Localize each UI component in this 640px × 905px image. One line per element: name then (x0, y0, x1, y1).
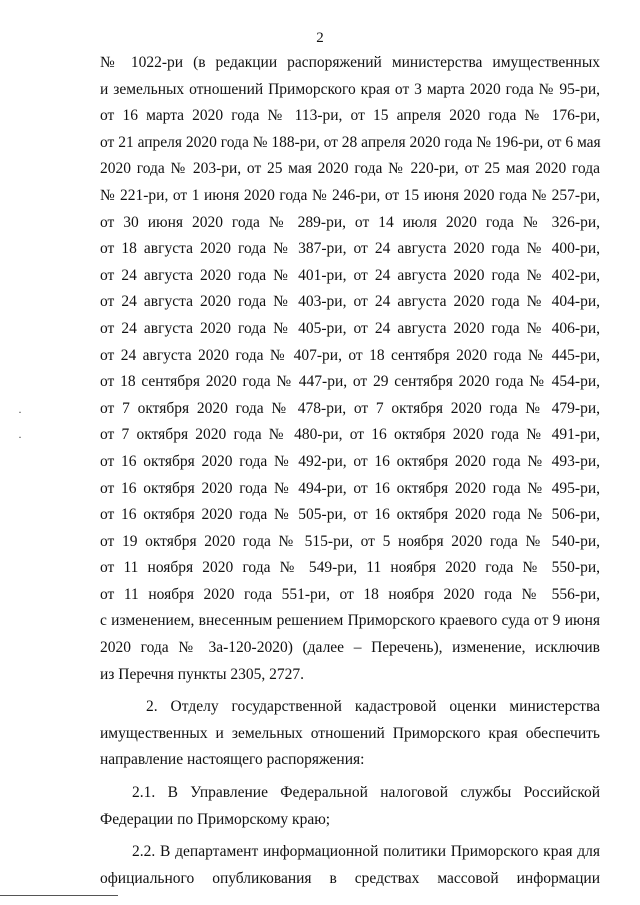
footnote-separator (0, 895, 118, 896)
text-line: от 16 октября 2020 года № 494-ри, от 16 октября 2020 года № 495-ри, (100, 479, 600, 497)
page-number: 2 (316, 30, 324, 46)
paragraph-item-2-1 (100, 780, 600, 833)
text-line: 2020 года № 3а-120-2020) (далее – Перечень), изменение, исключив (100, 639, 600, 657)
text-line: от 11 ноября 2020 года 551-ри, от 18 ноября 2020 года № 556-ри, (100, 585, 600, 603)
text-line: от 16 октября 2020 года № 492-ри, от 16 октября 2020 года № 493-ри, (100, 452, 600, 470)
text-line: от 16 октября 2020 года № 505-ри, от 16 октября 2020 года № 506-ри, (100, 506, 600, 524)
text-line: от 24 августа 2020 года № 405-ри, от 24 августа 2020 года № 406-ри, (100, 319, 600, 337)
text-line: от 24 августа 2020 года № 403-ри, от 24 августа 2020 года № 404-ри, (100, 293, 600, 311)
text-line: № 1022-ри (в редакции распоряжений министерства имущественных (100, 54, 600, 71)
text-line: от 18 сентября 2020 года № 447-ри, от 29 сентября 2020 года № 454-ри, (100, 373, 600, 391)
text-line: 2020 года № 203-ри, от 25 мая 2020 года № 220-ри, от 25 мая 2020 года (100, 160, 600, 178)
text-line: из Перечня пункты 2305, 2727. (100, 665, 305, 683)
margin-mark: · (18, 405, 22, 419)
text-line: от 18 августа 2020 года № 387-ри, от 24 августа 2020 года № 400-ри, (100, 240, 600, 258)
text-line: от 7 октября 2020 года № 478-ри, от 7 октября 2020 года № 479-ри, (100, 399, 600, 417)
text-line: имущественных и земельных отношений Приморского края обеспечить (100, 724, 600, 742)
text-line: 2. Отделу государственной кадастровой оценки министерства (146, 698, 600, 716)
paragraph-item-2 (100, 694, 600, 774)
document-body (100, 50, 600, 892)
text-line: 2.2. В департамент информационной политики Приморского края для (132, 843, 600, 861)
text-line: от 30 июня 2020 года № 289-ри, от 14 июля 2020 года № 326-ри, (100, 213, 600, 231)
text-line: и земельных отношений Приморского края от 3 марта 2020 года № 95-ри, (100, 80, 600, 98)
margin-mark: · (18, 430, 22, 444)
text-line: № 221-ри, от 1 июня 2020 года № 246-ри, от 15 июня 2020 года № 257-ри, (100, 186, 600, 204)
text-line: от 19 октября 2020 года № 515-ри, от 5 ноября 2020 года № 540-ри, (100, 532, 600, 550)
text-line: 2.1. В Управление Федеральной налоговой службы Российской (132, 784, 600, 802)
text-line: от 24 августа 2020 года № 407-ри, от 18 сентября 2020 года № 445-ри, (100, 346, 600, 364)
text-line: Федерации по Приморскому краю; (100, 810, 331, 828)
text-line: с изменением, внесенным решением Приморского краевого суда от 9 июня (100, 612, 600, 630)
text-line: от 21 апреля 2020 года № 188-ри, от 28 апреля 2020 года № 196-ри, от 6 мая (100, 133, 601, 151)
text-line: от 24 августа 2020 года № 401-ри, от 24 августа 2020 года № 402-ри, (100, 266, 600, 284)
text-line: от 11 ноября 2020 года № 549-ри, 11 ноября 2020 года № 550-ри, (100, 559, 600, 577)
text-line: от 16 марта 2020 года № 113-ри, от 15 апреля 2020 года № 176-ри, (100, 107, 600, 125)
paragraph-continuation (100, 50, 600, 688)
text-line: от 7 октября 2020 года № 480-ри, от 16 октября 2020 года № 491-ри, (100, 426, 600, 444)
text-line: направление настоящего распоряжения: (100, 751, 365, 769)
paragraph-item-2-2 (100, 839, 600, 892)
text-line: официального опубликования в средствах массовой информации (100, 869, 600, 887)
